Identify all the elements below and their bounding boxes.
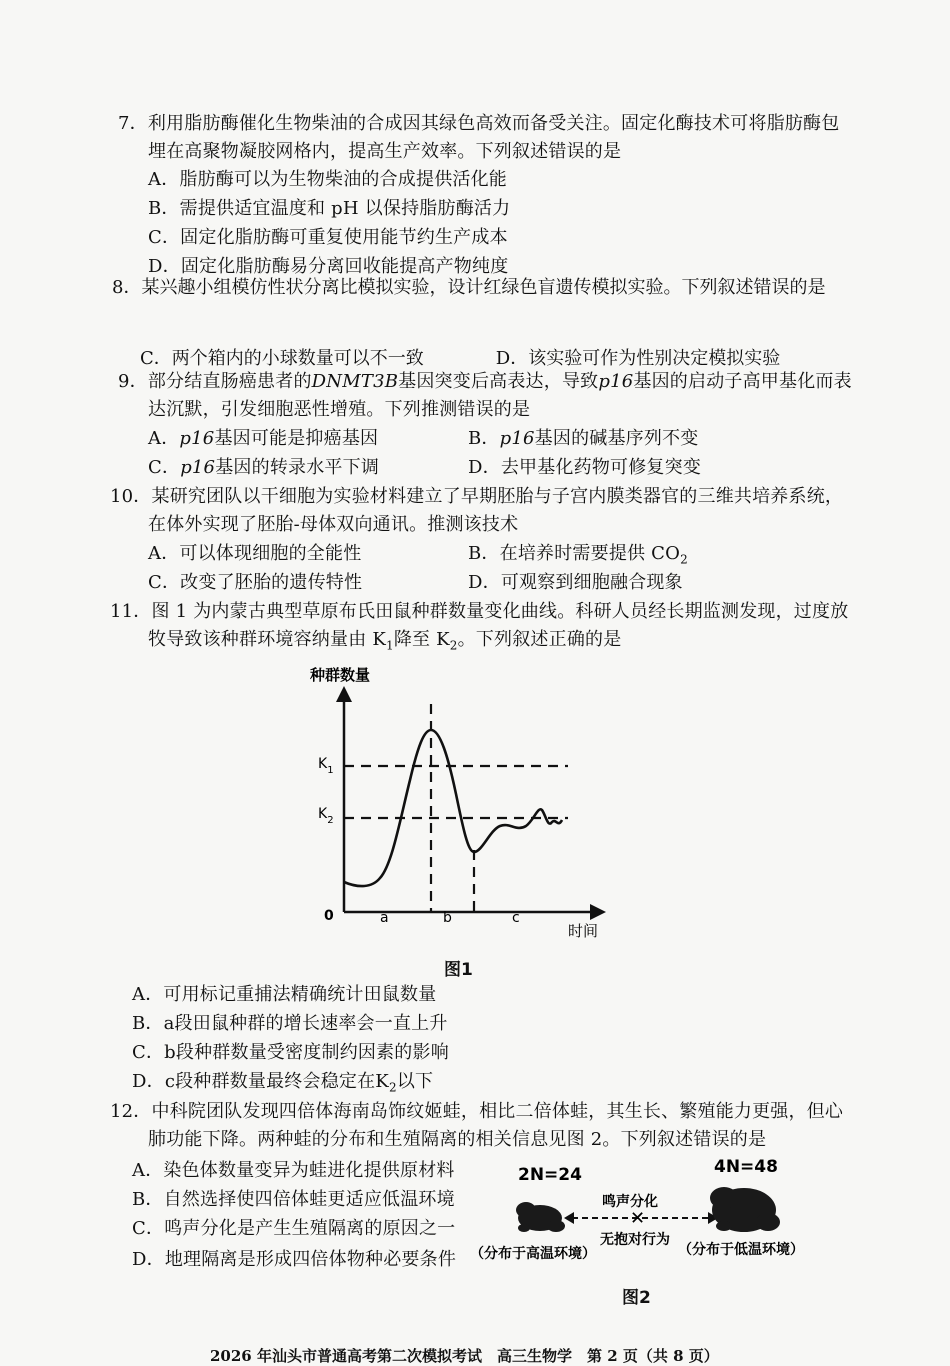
page-footer: 2026 年汕头市普通高考第二次模拟考试 高三生物学 第 2 页（共 8 页） (210, 1347, 719, 1365)
q9-gene-p16: p16 (598, 371, 634, 392)
frog-4n-icon (710, 1187, 780, 1232)
q11-option-d-sub: 2 (388, 1080, 397, 1095)
fig2-right-label: 4N=48 (714, 1157, 778, 1177)
q9-stem-text-c: 基因的启动子高甲基化而表 (633, 371, 852, 392)
cross-icon: ✕ (630, 1208, 646, 1229)
q9-option-a-text: 基因可能是抑癌基因 (214, 428, 379, 449)
q11-option-d (132, 1070, 433, 1100)
q9-option-a (148, 427, 378, 451)
fig2-left-label: 2N=24 (518, 1165, 582, 1185)
frog-2n-icon (516, 1202, 565, 1232)
q9-option-b-gene: p16 (499, 428, 535, 449)
q9-stem-line1 (118, 370, 852, 394)
q9-option-b (468, 427, 698, 451)
q11-stem-sub1: 1 (385, 638, 394, 653)
q9-gene-dnmt3b: DNMT3B (311, 371, 399, 392)
q12-option-b: B．自然选择使四倍体蛙更适应低温环境 (132, 1189, 455, 1210)
fig1-segment-a: a (380, 910, 389, 926)
fig1-segment-c: c (512, 910, 520, 926)
q11-option-d-text-a: D．c段种群数量最终会稳定在K (132, 1071, 389, 1092)
q9-option-d: D．去甲基化药物可修复突变 (468, 457, 702, 478)
q11-stem-text-a: 牧导致该种群环境容纳量由 K (148, 629, 386, 650)
q8-cutoff-top (112, 277, 826, 298)
fig1-x-arrow (590, 904, 606, 920)
q11-option-c: C．b段种群数量受密度制约因素的影响 (132, 1042, 449, 1063)
figure-2-frog-isolation (460, 1150, 830, 1265)
q7-option-c: C．固定化脂肪酶可重复使用能节约生产成本 (148, 227, 508, 248)
figure-1-population-curve (300, 660, 620, 950)
q12-stem-line2: 肺功能下降。两种蛙的分布和生殖隔离的相关信息见图 2。下列叙述错误的是 (148, 1129, 767, 1150)
q9-stem-text-b: 基因突变后高表达，导致 (398, 371, 599, 392)
q12-option-a: A．染色体数量变异为蛙进化提供原材料 (132, 1160, 455, 1181)
q9-option-c (148, 456, 379, 480)
q8-partial-text: 8．某兴趣小组模仿性状分离比模拟实验，设计红绿色盲遗传模拟实验。下列叙述错误的是 (112, 277, 826, 298)
fig1-caption: 图1 (444, 960, 473, 980)
fig1-ylabel: 种群数量 (310, 666, 371, 684)
fig2-left-note: （分布于高温环境） (470, 1246, 596, 1262)
q9-option-b-text: 基因的碱基序列不变 (534, 428, 699, 449)
q11-option-d-text-b: 以下 (396, 1071, 434, 1092)
q8-cutoff-bottom (140, 340, 781, 369)
q8-partial-bottom-text: C．两个箱内的小球数量可以不一致 D．该实验可作为性别决定模拟实验 (140, 348, 781, 369)
q10-stem-line2: 在体外实现了胚胎-母体双向通讯。推测该技术 (148, 514, 519, 535)
q9-option-c-prefix: C． (148, 457, 181, 478)
fig2-right-note: （分布于低温环境） (678, 1242, 804, 1258)
fig2-arrow-bottom-label: 无抱对行为 (600, 1232, 670, 1248)
q12-stem-line1: 12．中科院团队发现四倍体海南岛饰纹姬蛙，相比二倍体蛙，其生长、繁殖能力更强，但心 (110, 1101, 844, 1122)
fig1-xlabel: 时间 (568, 922, 599, 940)
q9-option-a-gene: p16 (179, 428, 215, 449)
q12-option-c: C．鸣声分化是产生生殖隔离的原因之一 (132, 1218, 456, 1239)
fig1-k1-label: $K_1$ (318, 756, 334, 776)
fig1-k2-label: $K_2$ (318, 806, 334, 826)
fig2-caption: 图2 (622, 1288, 651, 1308)
q10-option-b-sub: 2 (680, 552, 688, 567)
q9-option-c-gene: p16 (180, 457, 216, 478)
q9-option-b-prefix: B． (468, 428, 500, 449)
q9-option-c-text: 基因的转录水平下调 (215, 457, 380, 478)
fig2-arrow-top-label: 鸣声分化 (602, 1194, 658, 1210)
q7-option-d: D．固定化脂肪酶易分离回收能提高产物纯度 (148, 256, 509, 277)
q11-stem-line2 (148, 628, 621, 658)
fig2-arrow-left-head (564, 1212, 574, 1224)
q10-option-b (468, 542, 688, 572)
fig1-population-curve (344, 730, 562, 886)
fig1-segment-b: b (443, 910, 452, 926)
q7-stem-line2: 埋在高聚物凝胶网格内，提高生产效率。下列叙述错误的是 (148, 141, 622, 162)
q9-stem-line2: 达沉默，引发细胞恶性增殖。下列推测错误的是 (148, 399, 531, 420)
q12-option-d: D．地理隔离是形成四倍体物种必要条件 (132, 1249, 457, 1270)
q10-option-d: D．可观察到细胞融合现象 (468, 572, 683, 593)
q11-option-b: B．a段田鼠种群的增长速率会一直上升 (132, 1013, 448, 1034)
fig1-y-arrow (336, 686, 352, 702)
q10-option-c: C．改变了胚胎的遗传特性 (148, 572, 363, 593)
q11-option-a: A．可用标记重捕法精确统计田鼠数量 (132, 984, 437, 1005)
q10-option-b-text: B．在培养时需要提供 CO (468, 543, 681, 564)
q7-option-a: A．脂肪酶可以为生物柴油的合成提供活化能 (148, 169, 507, 190)
q11-stem-text-c: 。下列叙述正确的是 (457, 629, 622, 650)
fig1-origin: 0 (324, 908, 334, 924)
q11-stem-line1: 11．图 1 为内蒙古典型草原布氏田鼠种群数量变化曲线。科研人员经长期监测发现，过度放 (110, 601, 849, 622)
q7-stem-line1: 7．利用脂肪酶催化生物柴油的合成因其绿色高效而备受关注。固定化酶技术可将脂肪酶包 (118, 113, 840, 134)
q9-stem-text-a: 9．部分结直肠癌患者的 (118, 371, 312, 392)
q11-stem-text-b: 降至 K (393, 629, 450, 650)
q9-option-a-prefix: A． (148, 428, 180, 449)
q11-stem-sub2: 2 (449, 638, 458, 653)
q10-stem-line1: 10．某研究团队以干细胞为实验材料建立了早期胚胎与子宫内膜类器官的三维共培养系统， (110, 486, 844, 507)
q7-option-b: B．需提供适宜温度和 pH 以保持脂肪酶活力 (148, 198, 511, 219)
q10-option-a: A．可以体现细胞的全能性 (148, 543, 362, 564)
